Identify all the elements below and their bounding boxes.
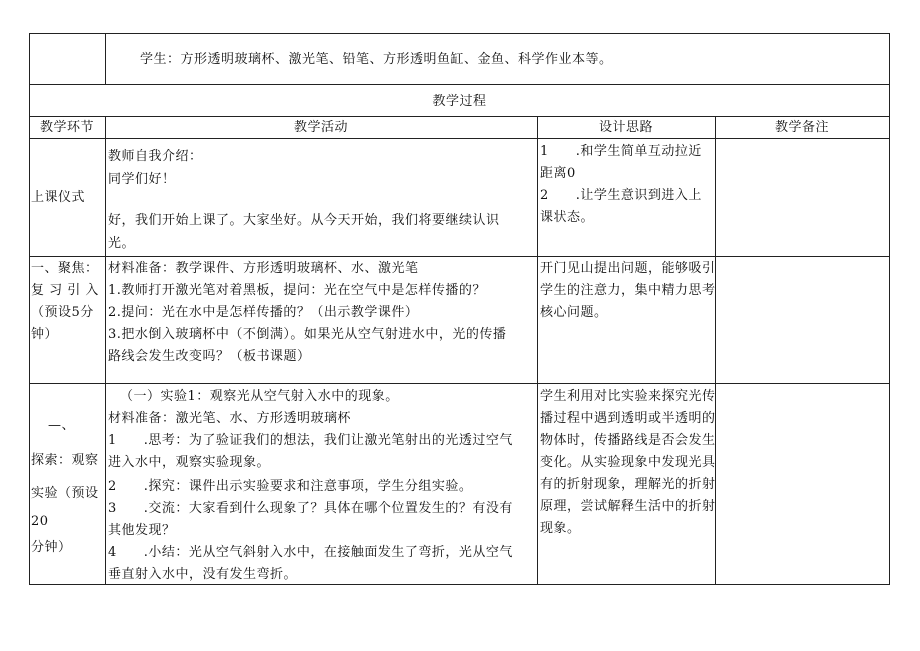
row2-activity-line: 路线会发生改变吗？（板书课题）	[108, 349, 311, 364]
row3-activity-line: 3 .交流：大家看到什么现象了？具体在哪个位置发生的？有没有	[108, 501, 513, 516]
section-title: 教学过程	[432, 94, 487, 109]
materials-line: 学生：方形透明玻璃杯、激光笔、铅笔、方形透明鱼缸、金鱼、科学作业本等。	[140, 52, 613, 67]
row2-activity-line: 材料准备：教学课件、方形透明玻璃杯、水、激光笔	[108, 261, 419, 276]
row3-activity-line: 4 .小结：光从空气斜射入水中，在接触面发生了弯折，光从空气	[108, 545, 513, 560]
header-activity: 教学活动	[293, 120, 348, 135]
header-notes: 教学备注	[774, 120, 829, 135]
row1-activity-line: 同学们好！	[108, 172, 176, 187]
row3-activity-line: 垂直射入水中，没有发生弯折。	[108, 567, 298, 582]
row2-activity-line: 2.提问：光在水中是怎样传播的？（出示教学课件）	[108, 305, 419, 320]
row2-stage-line: 钟）	[31, 327, 59, 342]
row3-design-line: 学生利用对比实验来探究光传	[540, 389, 716, 404]
col-divider-2	[537, 116, 538, 585]
row3-design-line: 播过程中遇到透明或半透明的	[540, 411, 716, 426]
row3-activity-line: 材料准备：激光笔、水、方形透明玻璃杯	[108, 411, 352, 426]
row2-activity-line: 3.把水倒入玻璃杯中（不倒满）。如果光从空气射进水中，光的传播	[108, 327, 507, 342]
row3-stage-line: —、	[48, 418, 76, 433]
row3-activity-line: 其他发现？	[108, 523, 176, 538]
row3-stage-line: 20	[31, 514, 49, 529]
row1-activity-line: 好，我们开始上课了。大家坐好。从今天开始，我们将要继续认识	[108, 213, 500, 228]
row2-border	[29, 383, 890, 384]
header-row-border	[29, 138, 890, 139]
row2-design-line: 核心问题。	[540, 305, 608, 320]
left-border	[29, 33, 30, 585]
table-top-border	[29, 33, 890, 34]
header-design: 设计思路	[598, 120, 653, 135]
row3-stage-line: 分钟）	[31, 540, 72, 555]
row1-activity-line: 光。	[108, 236, 136, 251]
row2-stage-line: 一、聚焦：	[31, 261, 99, 276]
row1-stage: 上课仪式	[31, 190, 86, 205]
row2-design-line: 学生的注意力，集中精力思考	[540, 283, 716, 298]
right-border	[889, 33, 890, 585]
row3-activity-line: （一）实验1：观察光从空气射入水中的现象。	[120, 389, 399, 404]
materials-divider	[105, 33, 106, 85]
row3-design-line: 有的折射现象，理解光的折射	[540, 477, 716, 492]
row1-design-line: 2 .让学生意识到进入上	[540, 188, 702, 203]
col-divider-1	[105, 116, 106, 585]
row1-design-line: 1 .和学生简单互动拉近	[540, 144, 702, 159]
header-stage: 教学环节	[39, 120, 94, 135]
materials-row-border	[29, 84, 890, 85]
row3-stage-line: 探索：观察	[31, 453, 99, 468]
row3-activity-line: 2 .探究：课件出示实验要求和注意事项，学生分组实验。	[108, 479, 473, 494]
row3-activity-line: 1 .思考：为了验证我们的想法，我们让激光笔射出的光透过空气	[108, 433, 513, 448]
row1-design-line: 距离0	[540, 166, 576, 181]
row1-design-line: 课状态。	[540, 210, 595, 225]
row1-border	[29, 256, 890, 257]
row1-activity-line: 教师自我介绍：	[108, 149, 203, 164]
row3-stage-line: 实验（预设	[31, 486, 99, 501]
row3-design-line: 变化。从实验现象中发现光具	[540, 455, 716, 470]
title-row-border	[29, 116, 890, 117]
row3-design-line: 原理，尝试解释生活中的折射	[540, 499, 716, 514]
row2-stage-line: （预设5分	[31, 305, 94, 320]
row3-design-line: 现象。	[540, 521, 581, 536]
row2-design-line: 开门见山提出问题，能够吸引	[540, 261, 716, 276]
row2-stage-line: 复 习 引 入	[31, 283, 99, 298]
row3-design-line: 物体时，传播路线是否会发生	[540, 433, 716, 448]
row2-activity-line: 1.教师打开激光笔对着黑板，提问：光在空气中是怎样传播的？	[108, 283, 486, 298]
row3-activity-line: 进入水中，观察实验现象。	[108, 455, 271, 470]
